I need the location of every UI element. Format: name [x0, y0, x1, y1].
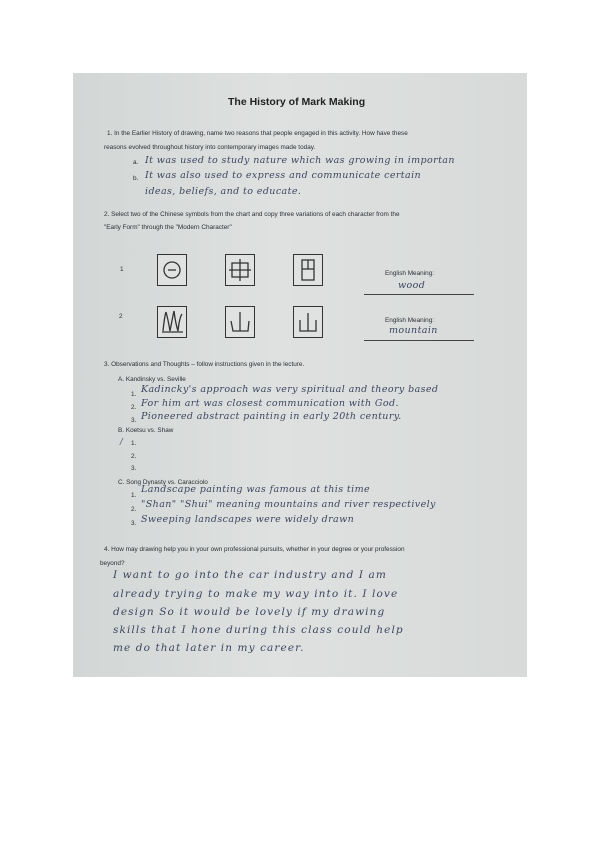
row-1-number: 1	[120, 266, 124, 273]
q3-a1-answer: Kadincky's approach was very spiritual and theory based	[141, 384, 439, 395]
mountain-early-form-box	[157, 306, 187, 338]
q3-c3-number: 3.	[131, 520, 137, 527]
q3-a2-number: 2.	[131, 404, 137, 411]
mountain-early-form-glyph	[158, 307, 186, 337]
q3-b3-number: 3.	[131, 465, 137, 472]
mountain-modern-form-glyph	[294, 307, 322, 337]
q4-answer-line-5: me do that later in my career.	[113, 642, 305, 654]
q3-a3-answer: Pioneered abstract painting in early 20th century.	[141, 411, 402, 422]
q1-a-marker: a.	[133, 159, 139, 166]
q1-b-answer: It was also used to express and communicate certain	[145, 170, 422, 181]
q3-a1-number: 1.	[131, 391, 137, 398]
row-2-number: 2	[119, 313, 123, 320]
q1-a-answer: It was used to study nature which was growing in importan	[145, 155, 455, 166]
wood-modern-form-box	[293, 254, 323, 286]
q3-a3-number: 3.	[131, 417, 137, 424]
q4-prompt-line1: 4. How may drawing help you in your own professional pursuits, whether in your degree or your profession	[104, 546, 405, 553]
q3-b1-number: 1.	[131, 440, 137, 447]
q3-c1-number: 1.	[131, 492, 137, 499]
q2-prompt-line1: 2. Select two of the Chinese symbols from the chart and copy three variations of each character from the	[104, 211, 400, 218]
q4-prompt-line2: beyond?	[100, 560, 125, 567]
q4-answer-line-1: I want to go into the car industry and I am	[113, 569, 387, 581]
wood-early-form-glyph	[158, 255, 186, 285]
q1-prompt-line1: 1. In the Earlier History of drawing, name two reasons that people engaged in this activity. How have these	[107, 130, 408, 137]
q3-c1-answer: Landscape painting was famous at this time	[141, 484, 371, 495]
mountain-middle-form-box	[225, 306, 255, 338]
q3-b-check-mark: /	[120, 437, 124, 446]
english-meaning-label-1: English Meaning:	[385, 270, 435, 277]
q3-c3-answer: Sweeping landscapes were widely drawn	[141, 514, 355, 525]
q3-b-heading: B. Koetsu vs. Shaw	[118, 427, 174, 434]
q1-b-marker: b.	[133, 175, 139, 182]
q4-answer-line-2: already trying to make my way into it. I love	[113, 588, 399, 600]
english-meaning-line-2	[364, 340, 474, 341]
q4-answer-line-4: skills that I hone during this class could help	[113, 624, 404, 636]
q1-prompt-line2: reasons evolved throughout history into contemporary images made today.	[104, 144, 316, 151]
q4-answer-line-3: design So it would be lovely if my drawing	[113, 606, 386, 618]
q2-prompt-line2: "Early Form" through the "Modern Character"	[104, 224, 232, 231]
q3-b2-number: 2.	[131, 453, 137, 460]
mountain-modern-form-box	[293, 306, 323, 338]
q1-b-answer-cont: ideas, beliefs, and to educate.	[145, 186, 302, 197]
page-title: The History of Mark Making	[228, 96, 366, 108]
wood-middle-form-glyph	[226, 255, 254, 285]
q3-c-heading: C. Song Dynasty vs. Caracciolo	[118, 479, 208, 486]
wood-modern-form-glyph	[294, 255, 322, 285]
wood-early-form-box	[157, 254, 187, 286]
q3-a2-answer: For him art was closest communication with God.	[141, 398, 399, 409]
english-meaning-label-2: English Meaning:	[385, 317, 435, 324]
q3-c2-answer: "Shan" "Shui" meaning mountains and river respectively	[141, 499, 436, 510]
q3-a-heading: A. Kandinsky vs. Seville	[118, 376, 186, 383]
english-meaning-answer-2: mountain	[389, 325, 438, 336]
wood-middle-form-box	[225, 254, 255, 286]
mountain-middle-form-glyph	[226, 307, 254, 337]
english-meaning-answer-1: wood	[398, 280, 426, 291]
q3-c2-number: 2.	[131, 506, 137, 513]
english-meaning-line-1	[364, 294, 474, 295]
q3-prompt: 3. Observations and Thoughts – follow instructions given in the lecture.	[104, 361, 305, 368]
